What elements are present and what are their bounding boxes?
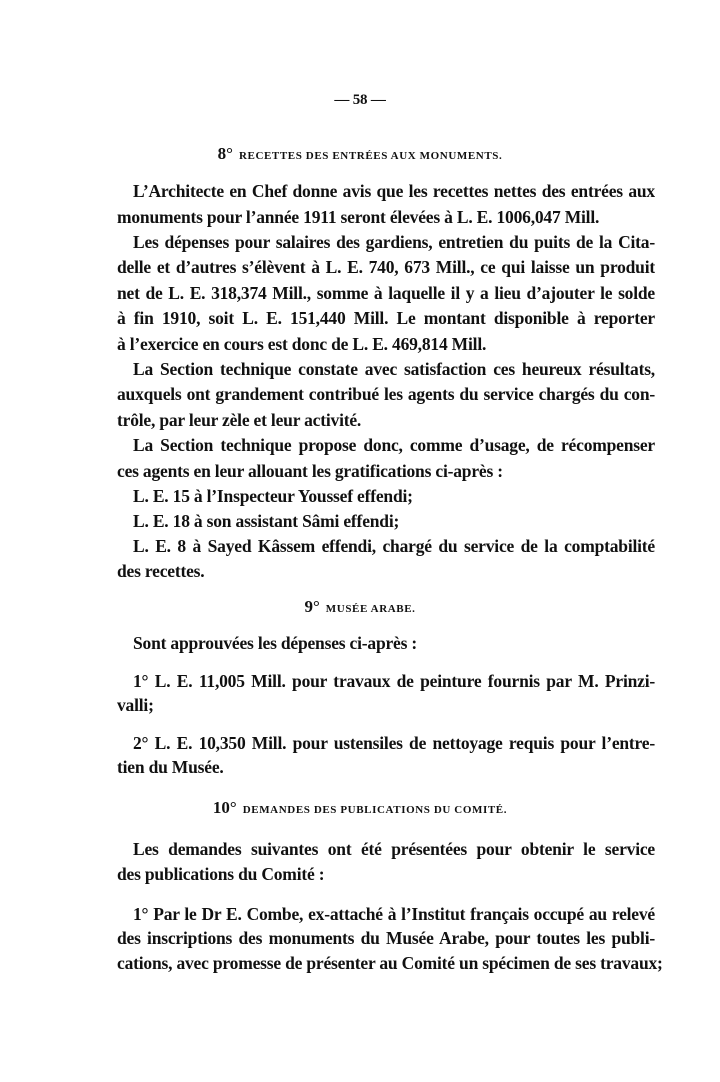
text-line: tien du Musée. (117, 757, 224, 777)
section-title: DEMANDES DES PUBLICATIONS DU COMITÉ. (242, 804, 508, 816)
text-line: 1° Par le Dr E. Combe, ex-attaché à l’Institut français occupé au relevé (133, 904, 655, 924)
text-line: L. E. 18 à son assistant Sâmi effendi; (133, 511, 400, 531)
text-line: des recettes. (117, 561, 205, 581)
text-line: des publications du Comité : (117, 864, 325, 884)
text-line: La Section technique propose donc, comme d’usage, de récompenser (133, 435, 655, 455)
text-line: des inscriptions des monuments du Musée Arabe, pour toutes les publi- (117, 928, 655, 948)
text-line: monuments pour l’année 1911 seront élevées à L. E. 1006,047 Mill. (117, 207, 600, 227)
text-line: Les demandes suivantes ont été présentées pour obtenir le service (133, 839, 655, 859)
text-line: 1° L. E. 11,005 Mill. pour travaux de peinture fournis par M. Prinzi- (133, 671, 655, 691)
text-line: trôle, par leur zèle et leur activité. (117, 410, 362, 430)
section-heading-9 (0, 595, 720, 621)
section-title: RECETTES DES ENTRÉES AUX MONUMENTS. (238, 150, 503, 162)
text-line: L. E. 8 à Sayed Kâssem effendi, chargé du service de la comptabilité (133, 536, 655, 556)
text-line: ces agents en leur allouant les gratifications ci-après : (117, 461, 503, 481)
text-line: L’Architecte en Chef donne avis que les recettes nettes des entrées aux (133, 181, 655, 201)
text-line: 2° L. E. 10,350 Mill. pour ustensiles de nettoyage requis pour l’entre- (133, 733, 655, 753)
text-line: à l’exercice en cours est donc de L. E. 469,814 Mill. (117, 334, 487, 354)
text-line: Les dépenses pour salaires des gardiens, entretien du puits de la Cita- (133, 232, 655, 252)
section-heading-8 (0, 142, 720, 168)
text-line: Sont approuvées les dépenses ci-après : (133, 633, 418, 653)
section-number: 10° (212, 798, 237, 817)
text-line: à fin 1910, soit L. E. 151,440 Mill. Le montant disponible à reporter (117, 308, 655, 328)
page-number: — 58 — (334, 92, 386, 108)
text-line: L. E. 15 à l’Inspecteur Youssef effendi; (133, 486, 413, 506)
text-line: auxquels ont grandement contribué les agents du service chargés du con- (117, 384, 655, 404)
section-number: 9° (304, 597, 320, 616)
section-number: 8° (217, 144, 233, 163)
text-line: delle et d’autres s’élèvent à L. E. 740, 673 Mill., ce qui laisse un produit (117, 257, 655, 277)
text-line: cations, avec promesse de présenter au Comité un spécimen de ses travaux; (117, 953, 663, 973)
text-line: valli; (117, 695, 154, 715)
section-heading-10 (0, 796, 720, 822)
text-line: net de L. E. 318,374 Mill., somme à laquelle il y a lieu d’ajouter le solde (117, 283, 655, 303)
section-title: MUSÉE ARABE. (325, 603, 416, 615)
text-line: La Section technique constate avec satisfaction ces heureux résultats, (133, 359, 655, 379)
